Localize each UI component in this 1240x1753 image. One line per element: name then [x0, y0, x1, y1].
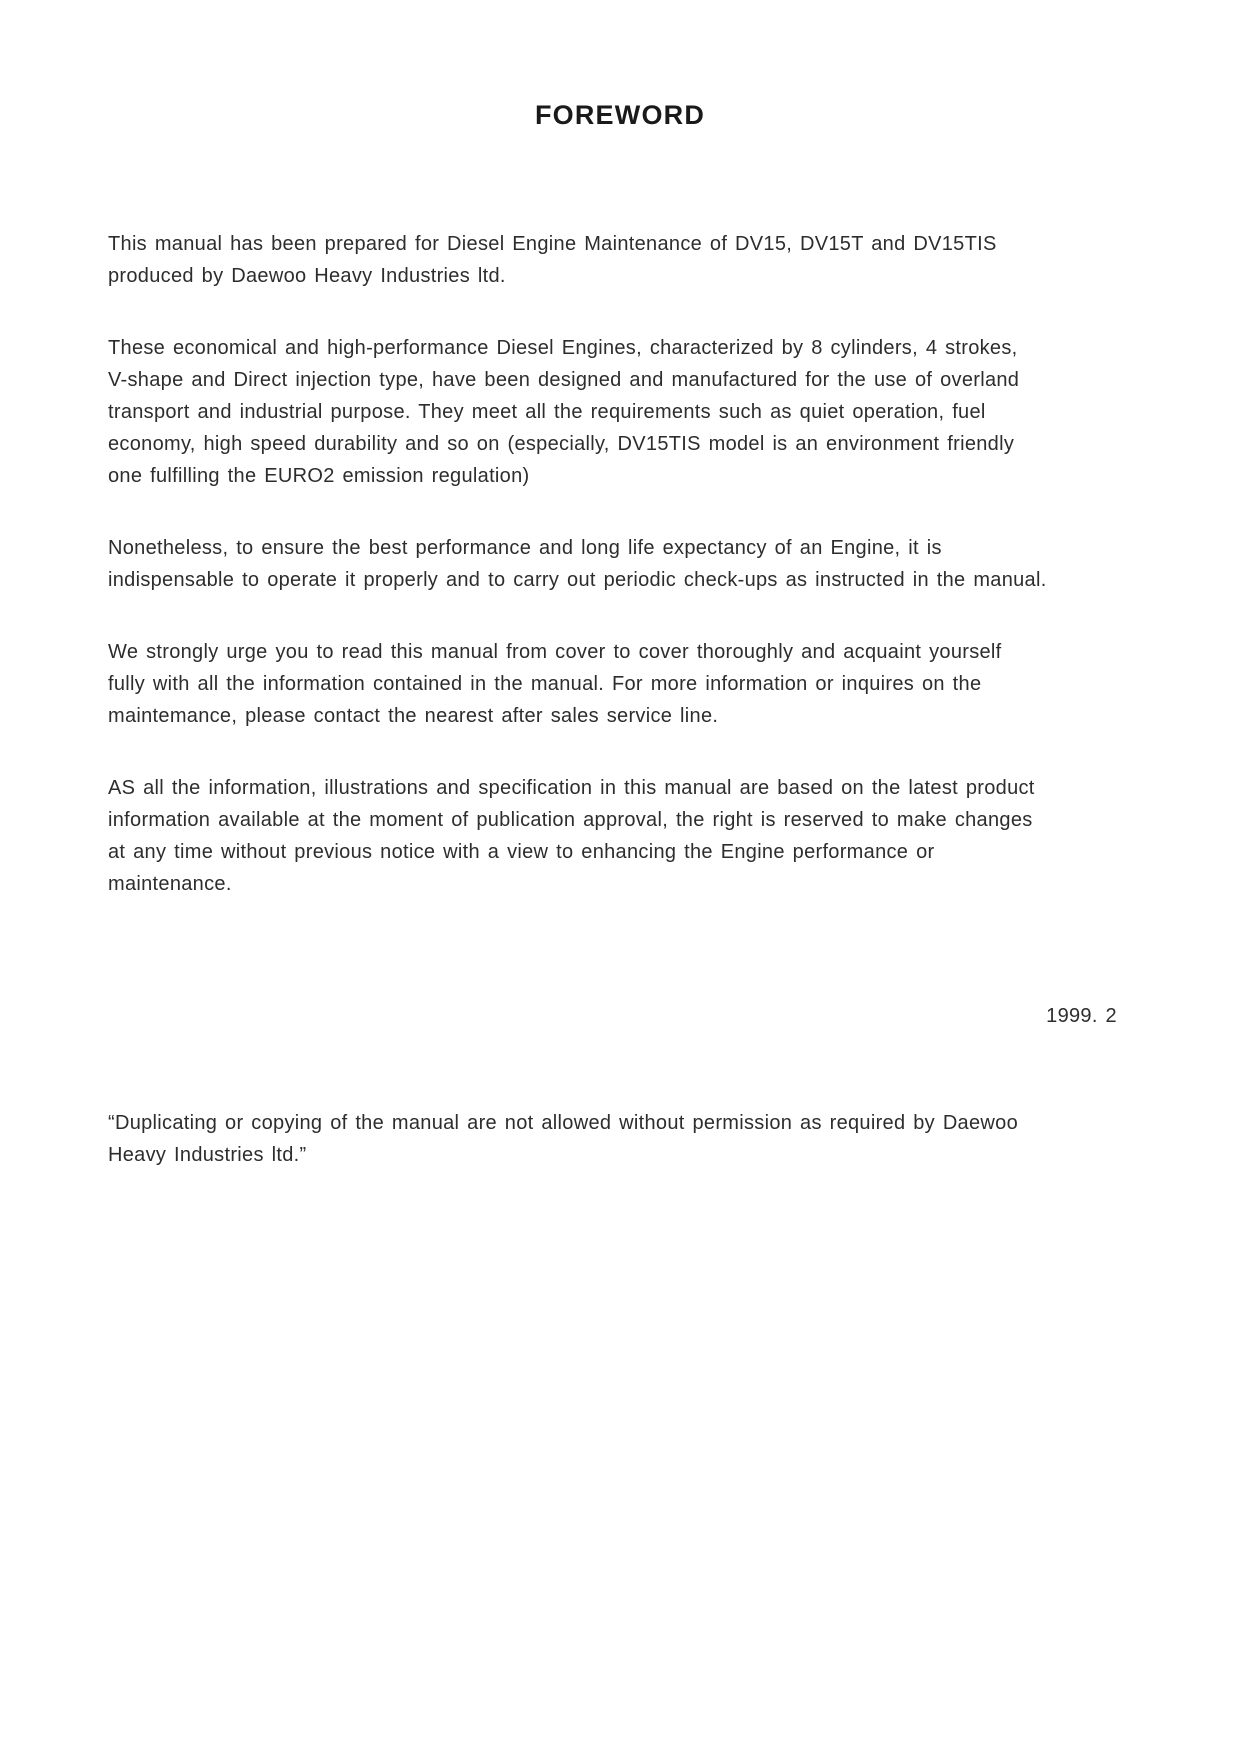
paragraph-line: These economical and high-performance Diesel Engines, characterized by 8 cylinders, 4 strokes,	[108, 337, 1018, 359]
paragraph-read-manual	[108, 636, 1117, 732]
paragraph-line: fully with all the information contained in the manual. For more information or inquires on the	[108, 673, 982, 695]
paragraph-line: “Duplicating or copying of the manual are not allowed without permission as required by Daewoo	[108, 1112, 1018, 1134]
page-title: FOREWORD	[534, 100, 706, 130]
paragraph-line: We strongly urge you to read this manual from cover to cover thoroughly and acquaint yourself	[108, 641, 1002, 663]
document-body	[108, 228, 1117, 1171]
paragraph-line: maintemance, please contact the nearest after sales service line.	[108, 705, 719, 727]
paragraph-line: produced by Daewoo Heavy Industries ltd.	[108, 265, 506, 287]
paragraph-line: maintenance.	[108, 873, 232, 895]
paragraph-line: Heavy Industries ltd.”	[108, 1144, 307, 1166]
paragraph-maintenance-advice	[108, 532, 1117, 596]
paragraph-line: at any time without previous notice with a view to enhancing the Engine performance or	[108, 841, 935, 863]
paragraph-line: information available at the moment of publication approval, the right is reserved to make changes	[108, 809, 1033, 831]
paragraph-line: economy, high speed durability and so on (especially, DV15TIS model is an environment friendly	[108, 433, 1015, 455]
paragraph-engine-description	[108, 332, 1117, 492]
paragraph-line: This manual has been prepared for Diesel Engine Maintenance of DV15, DV15T and DV15TIS	[108, 233, 997, 255]
paragraph-line: V-shape and Direct injection type, have been designed and manufactured for the use of overland	[108, 369, 1020, 391]
paragraph-line: AS all the information, illustrations and specification in this manual are based on the latest product	[108, 777, 1035, 799]
publication-date: 1999. 2	[1046, 1005, 1117, 1027]
paragraph-line: transport and industrial purpose. They meet all the requirements such as quiet operation, fuel	[108, 401, 986, 423]
paragraph-line: Nonetheless, to ensure the best performance and long life expectancy of an Engine, it is	[108, 537, 942, 559]
paragraph-line: one fulfilling the EURO2 emission regulation)	[108, 465, 530, 487]
copyright-notice	[108, 1107, 1117, 1171]
paragraph-intro	[108, 228, 1117, 292]
paragraph-disclaimer	[108, 772, 1117, 900]
paragraph-line: indispensable to operate it properly and to carry out periodic check-ups as instructed in the manual.	[108, 569, 1047, 591]
